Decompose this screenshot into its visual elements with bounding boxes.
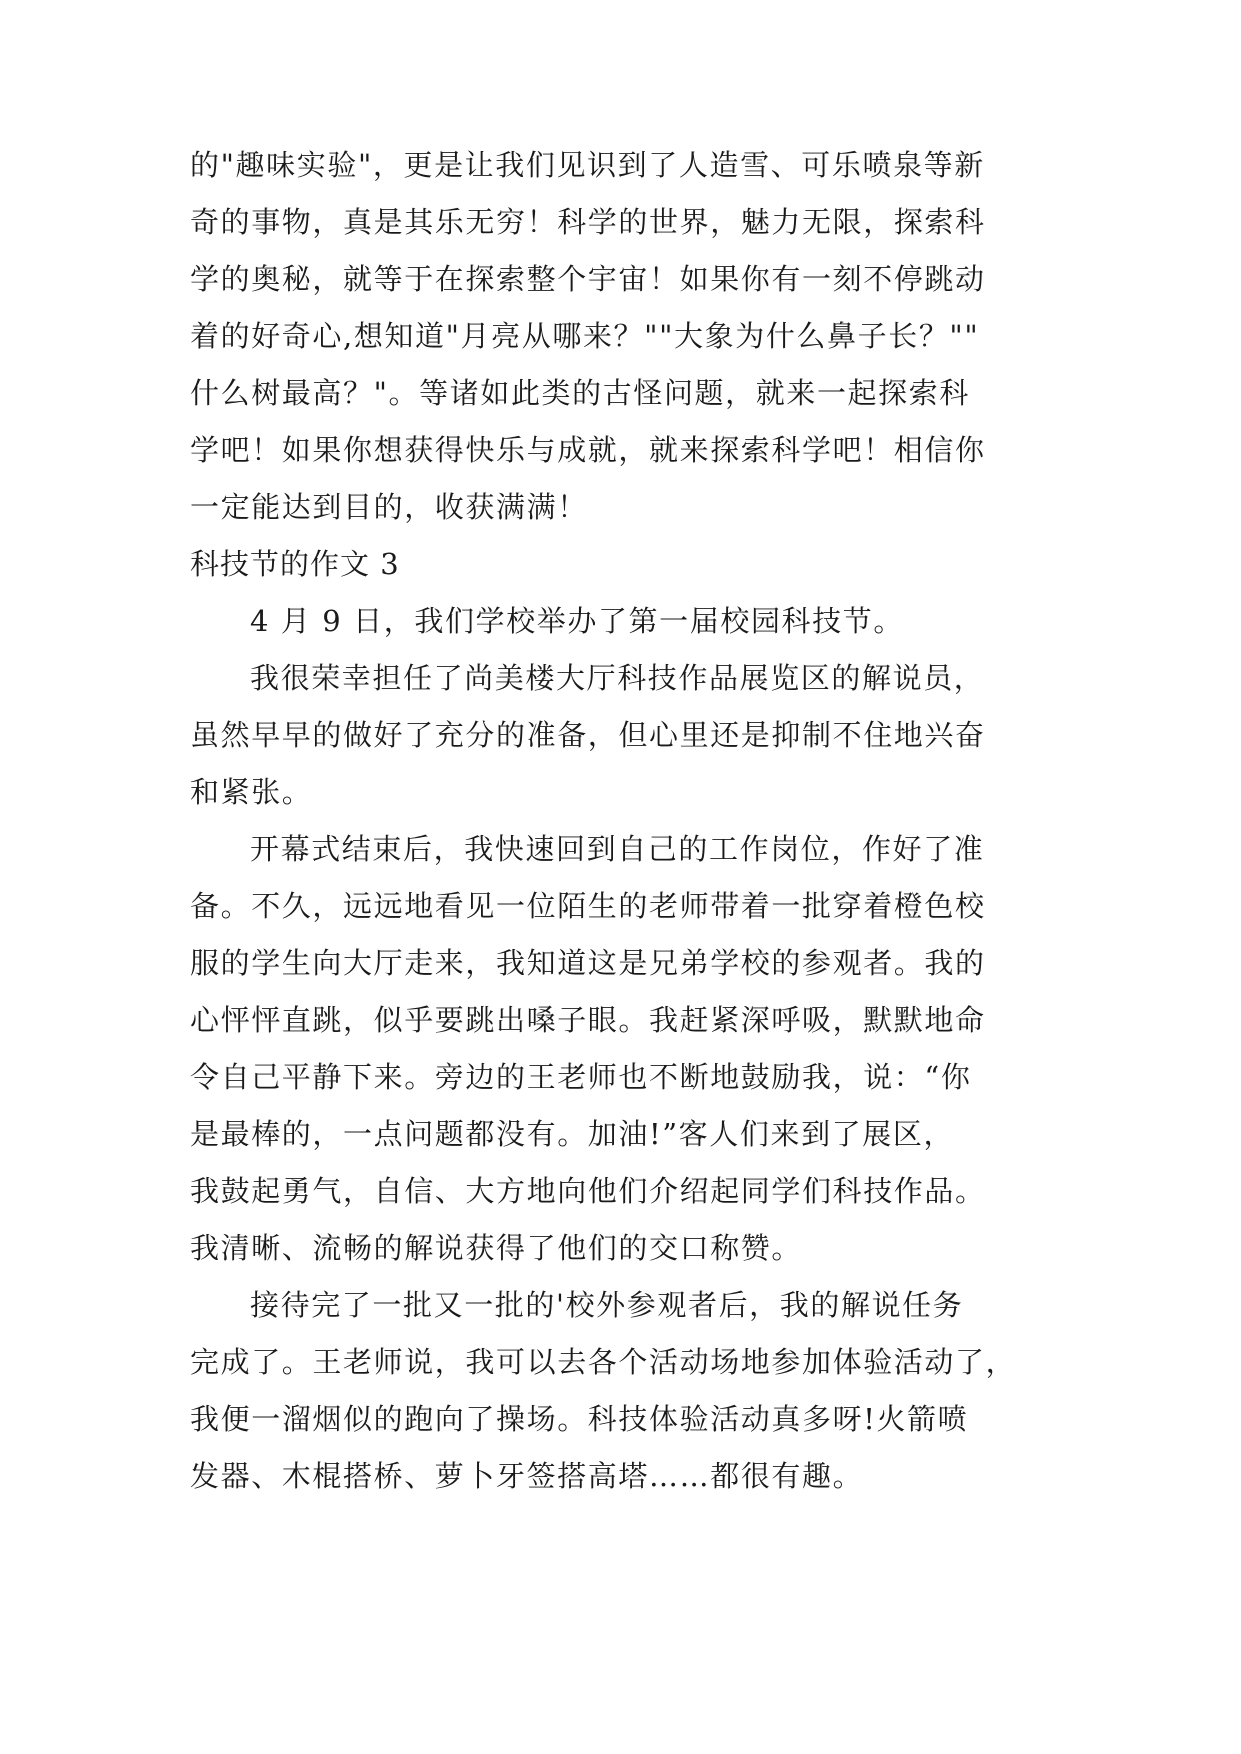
- text-line: 着的好奇心,想知道"月亮从哪来？""大象为什么鼻子长？"": [190, 319, 980, 353]
- text-line: 我清晰、流畅的解说获得了他们的交口称赞。: [190, 1231, 803, 1265]
- paragraph-first-line: 4 月 9 日，我们学校举办了第一届校园科技节。: [250, 604, 904, 638]
- text-line: 备。不久，远远地看见一位陌生的老师带着一批穿着橙色校: [190, 889, 986, 923]
- text-line: 和紧张。: [190, 775, 313, 809]
- text-line: 是最棒的，一点问题都没有。加油!”客人们来到了展区，: [190, 1117, 955, 1151]
- text-line: 虽然早早的做好了充分的准备，但心里还是抑制不住地兴奋: [190, 718, 986, 752]
- text-line: 发器、木棍搭桥、萝卜牙签搭高塔……都很有趣。: [190, 1459, 864, 1493]
- section-heading: 科技节的作文 3: [190, 547, 400, 581]
- text-line: 什么树最高？"。等诸如此类的古怪问题，就来一起探索科: [190, 376, 970, 410]
- text-line: 我便一溜烟似的跑向了操场。科技体验活动真多呀!火箭喷: [190, 1402, 969, 1436]
- text-line: 完成了。王老师说，我可以去各个活动场地参加体验活动了，: [190, 1345, 1017, 1379]
- paragraph-first-line: 接待完了一批又一批的'校外参观者后，我的解说任务: [250, 1288, 964, 1322]
- text-line: 令自己平静下来。旁边的王老师也不断地鼓励我，说：“你: [190, 1060, 972, 1094]
- text-line: 奇的事物，真是其乐无穷！科学的世界，魅力无限，探索科: [190, 205, 986, 239]
- text-line: 我鼓起勇气，自信、大方地向他们介绍起同学们科技作品。: [190, 1174, 986, 1208]
- text-line: 的"趣味实验"，更是让我们见识到了人造雪、可乐喷泉等新: [190, 148, 985, 182]
- text-line: 一定能达到目的，收获满满！: [190, 490, 588, 524]
- text-line: 学的奥秘，就等于在探索整个宇宙！如果你有一刻不停跳动: [190, 262, 986, 296]
- text-line: 学吧！如果你想获得快乐与成就，就来探索科学吧！相信你: [190, 433, 986, 467]
- text-line: 心怦怦直跳，似乎要跳出嗓子眼。我赶紧深呼吸，默默地命: [190, 1003, 986, 1037]
- text-line: 服的学生向大厅走来，我知道这是兄弟学校的参观者。我的: [190, 946, 986, 980]
- paragraph-first-line: 开幕式结束后，我快速回到自己的工作岗位，作好了准: [250, 832, 985, 866]
- paragraph-first-line: 我很荣幸担任了尚美楼大厅科技作品展览区的解说员，: [250, 661, 985, 695]
